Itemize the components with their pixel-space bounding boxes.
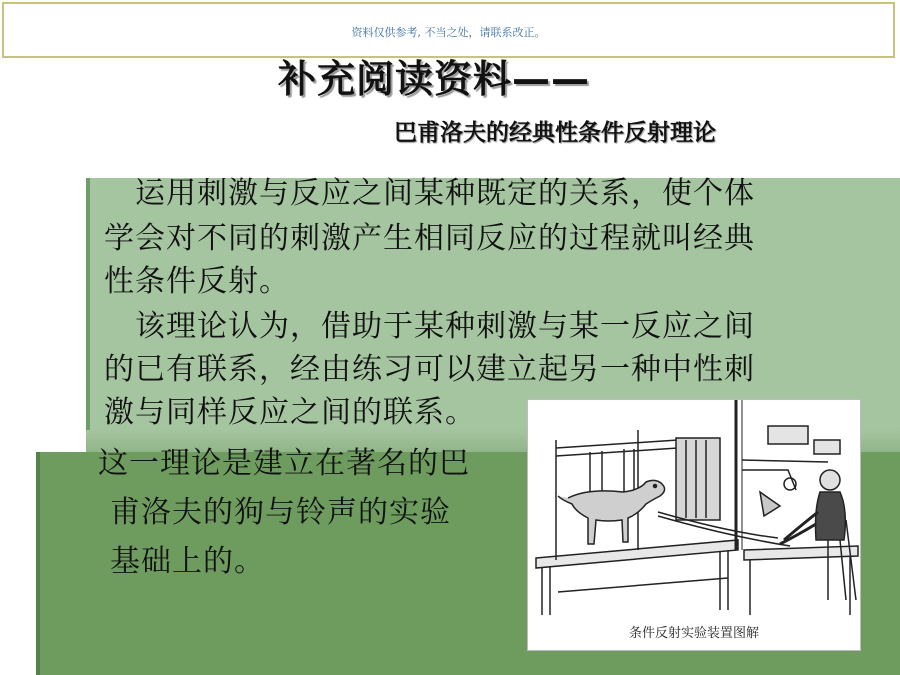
- paragraph-3-line-2: 甫洛夫的狗与铃声的实验: [110, 495, 451, 530]
- slide-title: 补充阅读资料——: [278, 57, 591, 101]
- paragraph-3-line-1: 这一理论是建立在著名的巴: [98, 446, 470, 481]
- pavlov-apparatus-illustration: [528, 400, 860, 620]
- background-panel-dark-edge: [36, 452, 40, 675]
- figure-caption: 条件反射实验装置图解: [628, 626, 759, 641]
- slide-subtitle: 巴甫洛夫的经典性条件反射理论: [394, 120, 716, 146]
- experiment-figure: [527, 399, 861, 651]
- paragraph-3-line-3: 基础上的。: [110, 544, 265, 579]
- background-panel-light-edge: [86, 178, 90, 448]
- paragraph-1-line-2: 学会对不同的刺激产生相同反应的过程就叫经典: [104, 221, 755, 256]
- paragraph-2-line-2: 的已有联系，经由练习可以建立起另一种中性刺: [104, 352, 755, 387]
- paragraph-1-line-1: 运用刺激与反应之间某种既定的关系，使个体: [104, 176, 755, 211]
- paragraph-1-line-3: 性条件反射。: [104, 264, 290, 299]
- header-notice-text: 资料仅供参考, 不当之处，请联系改正。: [351, 26, 546, 39]
- paragraph-2-line-3: 激与同样反应之间的联系。: [104, 395, 476, 430]
- paragraph-2-line-1: 该理论认为，借助于某种刺激与某一反应之间: [104, 309, 755, 344]
